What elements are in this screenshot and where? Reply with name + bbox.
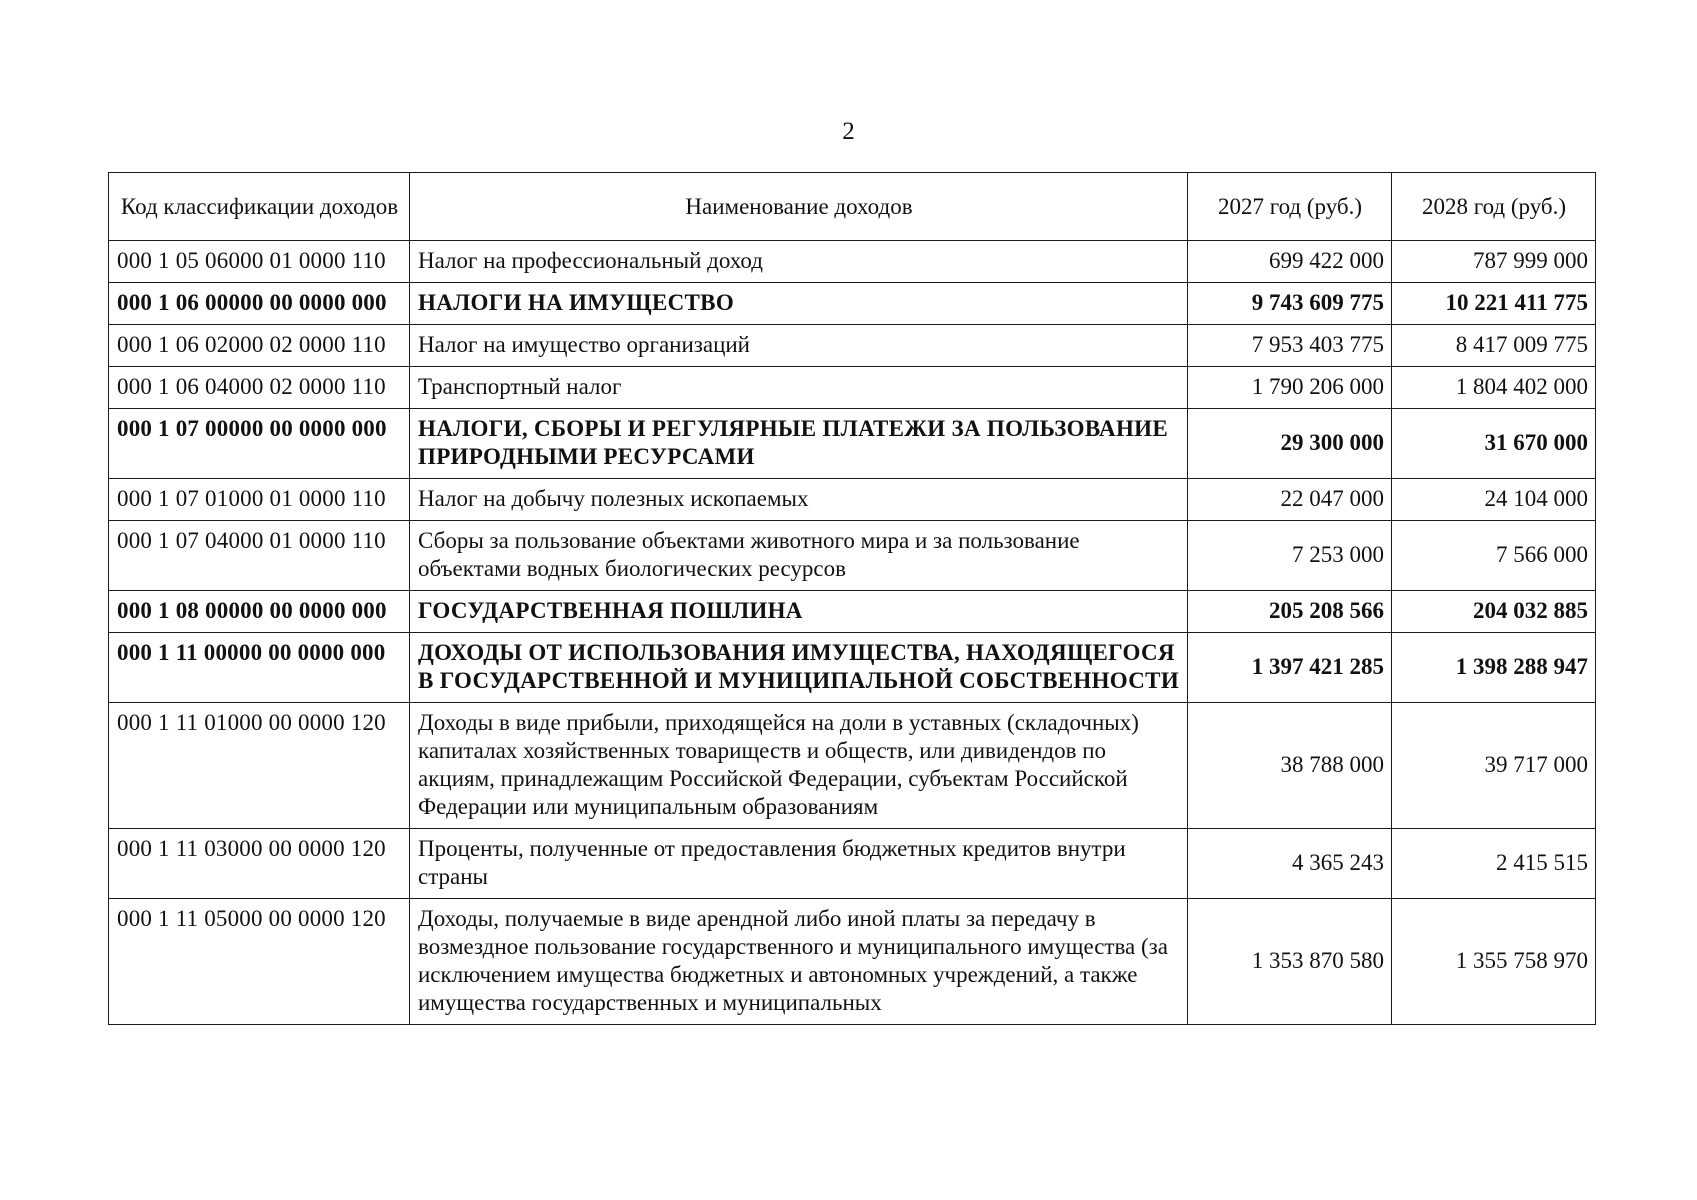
row-value-2028: 2 415 515	[1392, 829, 1596, 899]
row-name: Транспортный налог	[410, 367, 1188, 409]
table-row	[109, 367, 1596, 409]
row-value-2027: 1 790 206 000	[1188, 367, 1392, 409]
row-value-2028: 10 221 411 775	[1392, 283, 1596, 325]
table-row	[109, 521, 1596, 591]
row-value-2027: 9 743 609 775	[1188, 283, 1392, 325]
row-code: 000 1 11 01000 00 0000 120	[109, 703, 410, 829]
row-code: 000 1 11 05000 00 0000 120	[109, 899, 410, 1025]
row-value-2028: 39 717 000	[1392, 703, 1596, 829]
table-row	[109, 325, 1596, 367]
row-name: Налог на добычу полезных ископаемых	[410, 479, 1188, 521]
row-name: Налог на профессиональный доход	[410, 241, 1188, 283]
table-row	[109, 899, 1596, 1025]
row-name: Проценты, полученные от предоставления бюджетных кредитов внутри страны	[410, 829, 1188, 899]
header-code: Код классификации доходов	[109, 173, 410, 241]
row-value-2027: 38 788 000	[1188, 703, 1392, 829]
row-code: 000 1 06 02000 02 0000 110	[109, 325, 410, 367]
row-value-2027: 7 253 000	[1188, 521, 1392, 591]
table-row	[109, 479, 1596, 521]
row-name: Налог на имущество организаций	[410, 325, 1188, 367]
row-value-2027: 4 365 243	[1188, 829, 1392, 899]
table-row-section	[109, 283, 1596, 325]
header-name: Наименование доходов	[410, 173, 1188, 241]
row-code: 000 1 06 04000 02 0000 110	[109, 367, 410, 409]
row-value-2028: 204 032 885	[1392, 591, 1596, 633]
row-value-2028: 7 566 000	[1392, 521, 1596, 591]
row-name: Доходы, получаемые в виде арендной либо иной платы за передачу в возмездное пользование государственного и муниципального имущества (за исключением имущества бюджетных и автономных учреждений, а также имущества государственных и муниципальных	[410, 899, 1188, 1025]
row-name: Доходы в виде прибыли, приходящейся на доли в уставных (складочных) капиталах хозяйственных товариществ и обществ, или дивидендов по акциям, принадлежащим Российской Федерации, субъектам Российской Федерации или муниципальным образованиям	[410, 703, 1188, 829]
row-name: ДОХОДЫ ОТ ИСПОЛЬЗОВАНИЯ ИМУЩЕСТВА, НАХОДЯЩЕГОСЯ В ГОСУДАРСТВЕННОЙ И МУНИЦИПАЛЬНОЙ СОБСТВЕННОСТИ	[410, 633, 1188, 703]
header-year-2028: 2028 год (руб.)	[1392, 173, 1596, 241]
row-value-2027: 7 953 403 775	[1188, 325, 1392, 367]
row-value-2028: 1 398 288 947	[1392, 633, 1596, 703]
page-number: 2	[842, 118, 855, 145]
row-value-2028: 787 999 000	[1392, 241, 1596, 283]
row-name: НАЛОГИ, СБОРЫ И РЕГУЛЯРНЫЕ ПЛАТЕЖИ ЗА ПОЛЬЗОВАНИЕ ПРИРОДНЫМИ РЕСУРСАМИ	[410, 409, 1188, 479]
row-name: Сборы за пользование объектами животного мира и за пользование объектами водных биологических ресурсов	[410, 521, 1188, 591]
row-value-2027: 1 353 870 580	[1188, 899, 1392, 1025]
table-row-section	[109, 633, 1596, 703]
table-row-section	[109, 409, 1596, 479]
row-value-2027: 29 300 000	[1188, 409, 1392, 479]
row-value-2027: 699 422 000	[1188, 241, 1392, 283]
row-value-2028: 31 670 000	[1392, 409, 1596, 479]
row-value-2028: 1 804 402 000	[1392, 367, 1596, 409]
row-code: 000 1 05 06000 01 0000 110	[109, 241, 410, 283]
row-value-2028: 8 417 009 775	[1392, 325, 1596, 367]
row-value-2027: 22 047 000	[1188, 479, 1392, 521]
table-row	[109, 703, 1596, 829]
row-value-2027: 205 208 566	[1188, 591, 1392, 633]
table-row	[109, 241, 1596, 283]
row-code: 000 1 11 03000 00 0000 120	[109, 829, 410, 899]
row-code: 000 1 07 00000 00 0000 000	[109, 409, 410, 479]
table-header-row	[109, 173, 1596, 241]
row-code: 000 1 06 00000 00 0000 000	[109, 283, 410, 325]
row-name: НАЛОГИ НА ИМУЩЕСТВО	[410, 283, 1188, 325]
row-value-2028: 24 104 000	[1392, 479, 1596, 521]
revenue-table	[108, 172, 1596, 1025]
row-value-2028: 1 355 758 970	[1392, 899, 1596, 1025]
row-value-2027: 1 397 421 285	[1188, 633, 1392, 703]
row-code: 000 1 07 04000 01 0000 110	[109, 521, 410, 591]
row-name: ГОСУДАРСТВЕННАЯ ПОШЛИНА	[410, 591, 1188, 633]
table-row-section	[109, 591, 1596, 633]
row-code: 000 1 07 01000 01 0000 110	[109, 479, 410, 521]
row-code: 000 1 08 00000 00 0000 000	[109, 591, 410, 633]
header-year-2027: 2027 год (руб.)	[1188, 173, 1392, 241]
row-code: 000 1 11 00000 00 0000 000	[109, 633, 410, 703]
table-row	[109, 829, 1596, 899]
